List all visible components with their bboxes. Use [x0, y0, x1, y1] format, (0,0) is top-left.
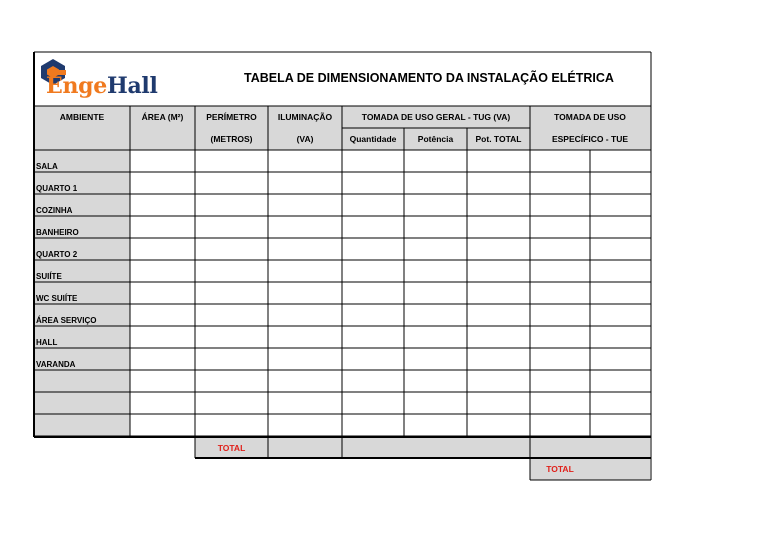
room-label: SUIÍTE — [36, 272, 62, 281]
room-label: SALA — [36, 162, 58, 171]
total-label-perimetro: TOTAL — [217, 442, 246, 453]
header-quantidade: Quantidade — [349, 134, 397, 144]
room-label: ÁREA SERVIÇO — [36, 316, 97, 325]
room-label: QUARTO 1 — [36, 184, 78, 193]
header-ambiente: AMBIENTE — [59, 112, 105, 122]
room-label: QUARTO 2 — [36, 250, 78, 259]
header-perimetro-2: (METROS) — [210, 134, 253, 144]
room-label: COZINHA — [36, 206, 73, 215]
header-iluminacao-2: (VA) — [296, 134, 314, 144]
logo-part-hall: Hall — [106, 73, 158, 99]
header-tue-1: TOMADA DE USO — [554, 112, 626, 122]
header-potencia: Potência — [417, 134, 454, 144]
header-tue-2: ESPECÍFICO - TUE — [551, 134, 629, 144]
room-label: BANHEIRO — [36, 228, 79, 237]
room-label: WC SUIÍTE — [36, 294, 78, 303]
room-label: HALL — [36, 338, 58, 347]
page-title: TABELA DE DIMENSIONAMENTO DA INSTALAÇÃO ELÉTRICA — [244, 71, 614, 85]
header-iluminacao-1: ILUMINAÇÃO — [277, 112, 333, 122]
header-tug: TOMADA DE USO GERAL - TUG (VA) — [361, 112, 511, 122]
total-label-tue: TOTAL — [546, 464, 574, 474]
header-pot-total: Pot. TOTAL — [475, 134, 522, 144]
logo-part-enge: Enge — [46, 73, 107, 99]
room-label: VARANDA — [36, 360, 76, 369]
header-perimetro-1: PERÍMETRO — [206, 112, 257, 122]
header-area: ÁREA (M²) — [141, 112, 184, 122]
